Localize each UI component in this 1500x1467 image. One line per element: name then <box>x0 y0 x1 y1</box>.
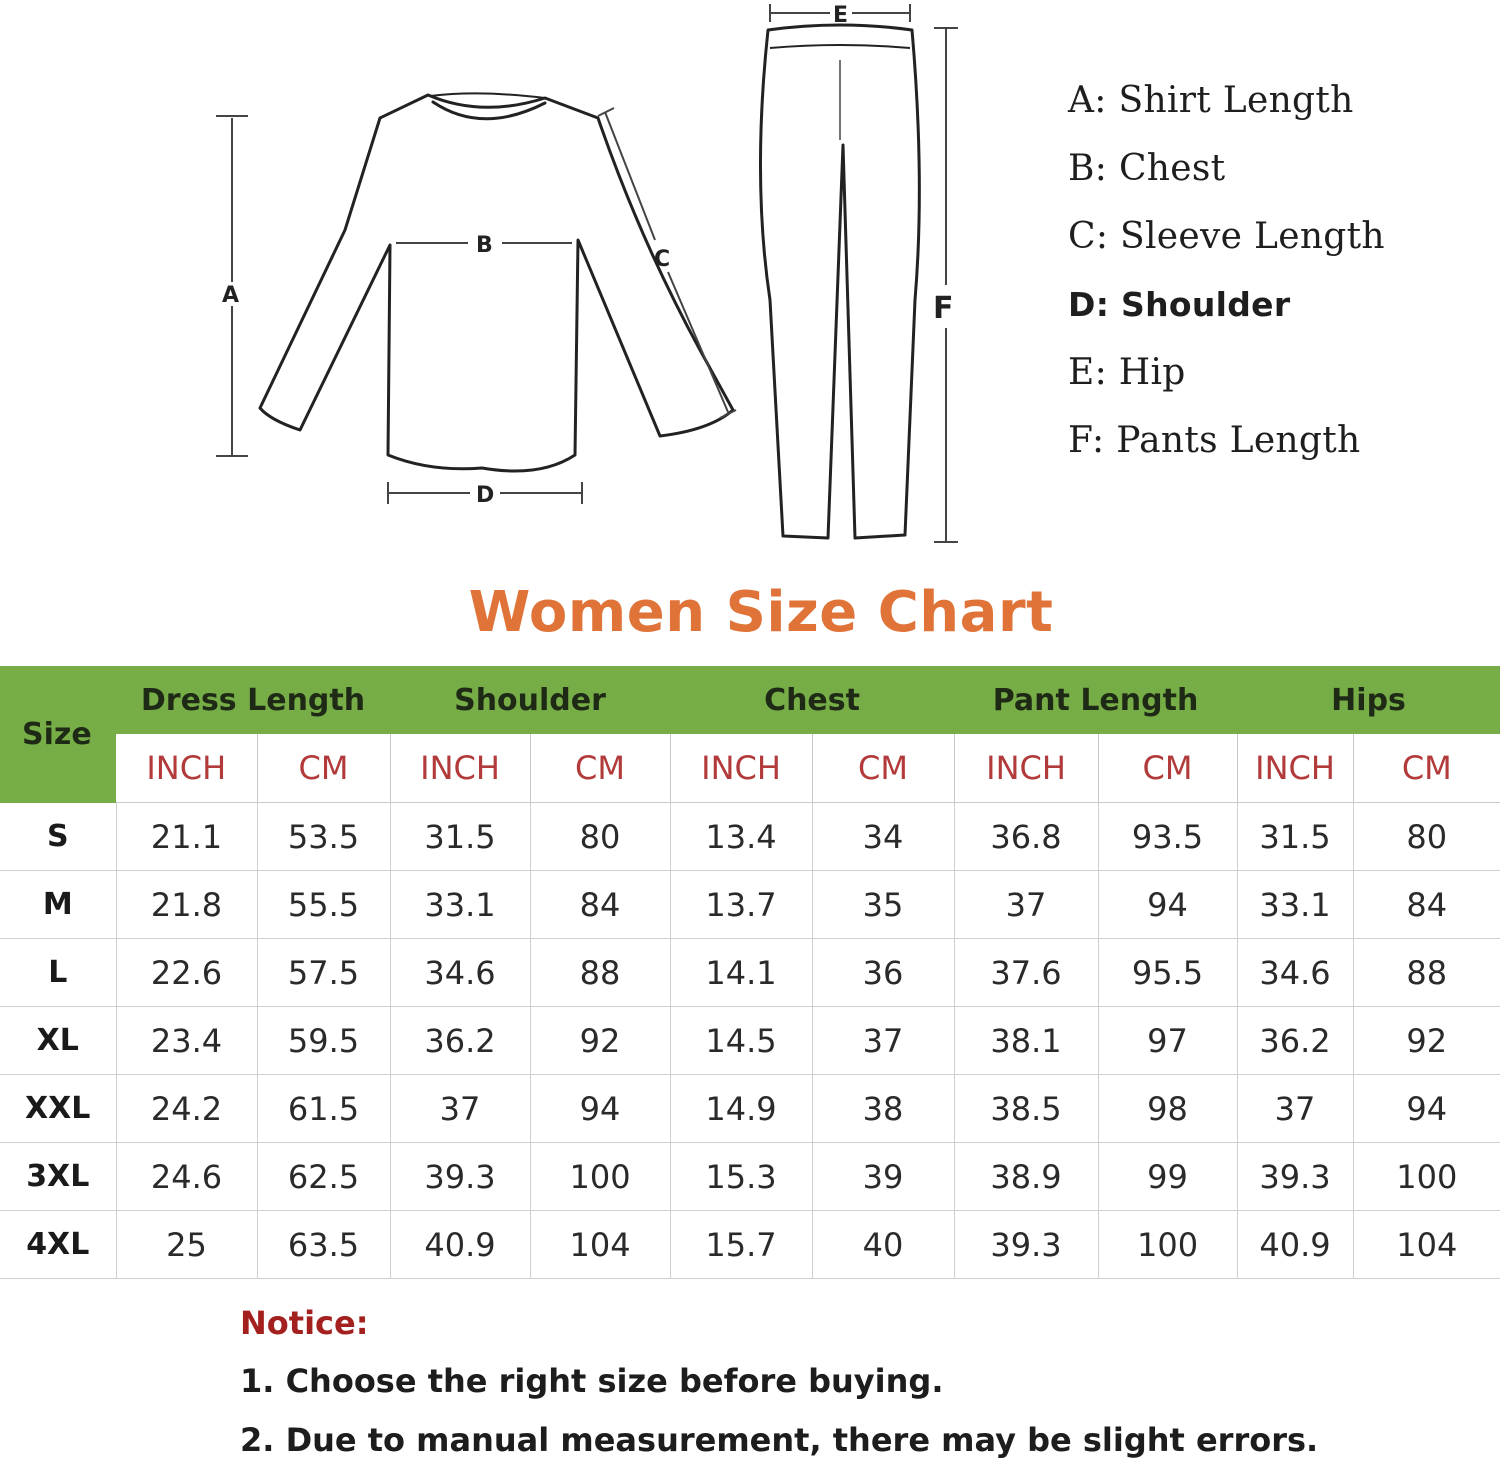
legend-item-sleeve-length: C: Sleeve Length <box>1068 216 1385 257</box>
value-cell: 38.5 <box>954 1075 1098 1143</box>
value-cell: 37.6 <box>954 939 1098 1007</box>
value-cell: 94 <box>1353 1075 1500 1143</box>
value-cell: 37 <box>812 1007 954 1075</box>
dim-letter-a: A <box>222 283 240 308</box>
unit-header: CM <box>812 734 954 803</box>
measurement-legend <box>1068 74 1488 482</box>
table-row <box>0 939 1500 1007</box>
value-cell: 37 <box>1237 1075 1353 1143</box>
size-table <box>0 666 1500 1279</box>
unit-header: CM <box>257 734 390 803</box>
value-cell: 80 <box>1353 803 1500 871</box>
value-cell: 59.5 <box>257 1007 390 1075</box>
value-cell: 55.5 <box>257 871 390 939</box>
table-body <box>0 803 1500 1279</box>
value-cell: 104 <box>530 1211 670 1279</box>
value-cell: 37 <box>954 871 1098 939</box>
value-cell: 84 <box>530 871 670 939</box>
value-cell: 84 <box>1353 871 1500 939</box>
value-cell: 13.4 <box>670 803 812 871</box>
value-cell: 33.1 <box>390 871 530 939</box>
legend-item-chest: B: Chest <box>1068 148 1226 189</box>
value-cell: 97 <box>1098 1007 1237 1075</box>
dim-letter-d: D <box>476 483 495 508</box>
value-cell: 39 <box>812 1143 954 1211</box>
size-cell: M <box>0 871 116 939</box>
value-cell: 80 <box>530 803 670 871</box>
value-cell: 94 <box>1098 871 1237 939</box>
value-cell: 25 <box>116 1211 257 1279</box>
unit-header: INCH <box>954 734 1098 803</box>
value-cell: 100 <box>1353 1143 1500 1211</box>
chart-title: Women Size Chart <box>468 580 1054 645</box>
value-cell: 34.6 <box>390 939 530 1007</box>
unit-header: INCH <box>670 734 812 803</box>
value-cell: 38 <box>812 1075 954 1143</box>
table-row <box>0 803 1500 871</box>
value-cell: 94 <box>530 1075 670 1143</box>
unit-header: CM <box>1098 734 1237 803</box>
value-cell: 93.5 <box>1098 803 1237 871</box>
dim-letter-f: F <box>933 291 954 326</box>
table-row <box>0 1211 1500 1279</box>
value-cell: 35 <box>812 871 954 939</box>
value-cell: 92 <box>530 1007 670 1075</box>
value-cell: 24.6 <box>116 1143 257 1211</box>
value-cell: 13.7 <box>670 871 812 939</box>
value-cell: 104 <box>1353 1211 1500 1279</box>
value-cell: 24.2 <box>116 1075 257 1143</box>
value-cell: 57.5 <box>257 939 390 1007</box>
value-cell: 22.6 <box>116 939 257 1007</box>
value-cell: 15.3 <box>670 1143 812 1211</box>
size-column-header: Size <box>0 666 116 803</box>
value-cell: 99 <box>1098 1143 1237 1211</box>
value-cell: 14.1 <box>670 939 812 1007</box>
value-cell: 39.3 <box>390 1143 530 1211</box>
notice-title: Notice: <box>240 1304 369 1342</box>
unit-header: INCH <box>116 734 257 803</box>
dim-letter-c: C <box>654 247 671 272</box>
value-cell: 15.7 <box>670 1211 812 1279</box>
value-cell: 88 <box>1353 939 1500 1007</box>
legend-item-hip: E: Hip <box>1068 352 1186 393</box>
size-cell: S <box>0 803 116 871</box>
value-cell: 31.5 <box>1237 803 1353 871</box>
value-cell: 61.5 <box>257 1075 390 1143</box>
value-cell: 39.3 <box>1237 1143 1353 1211</box>
value-cell: 100 <box>530 1143 670 1211</box>
value-cell: 36.2 <box>1237 1007 1353 1075</box>
group-header-chest: Chest <box>670 666 954 734</box>
value-cell: 36.8 <box>954 803 1098 871</box>
value-cell: 38.9 <box>954 1143 1098 1211</box>
value-cell: 95.5 <box>1098 939 1237 1007</box>
value-cell: 23.4 <box>116 1007 257 1075</box>
value-cell: 14.5 <box>670 1007 812 1075</box>
group-header-hips: Hips <box>1237 666 1500 734</box>
value-cell: 21.8 <box>116 871 257 939</box>
group-header-shoulder: Shoulder <box>390 666 670 734</box>
notice-line: 2. Due to manual measurement, there may be slight errors. <box>240 1421 1319 1459</box>
value-cell: 33.1 <box>1237 871 1353 939</box>
value-cell: 36 <box>812 939 954 1007</box>
legend-item-shirt-length: A: Shirt Length <box>1068 80 1354 121</box>
size-cell: XL <box>0 1007 116 1075</box>
value-cell: 92 <box>1353 1007 1500 1075</box>
legend-item-pants-length: F: Pants Length <box>1068 420 1361 461</box>
value-cell: 39.3 <box>954 1211 1098 1279</box>
value-cell: 100 <box>1098 1211 1237 1279</box>
value-cell: 63.5 <box>257 1211 390 1279</box>
group-header-dress-length: Dress Length <box>116 666 390 734</box>
value-cell: 40.9 <box>1237 1211 1353 1279</box>
unit-header: INCH <box>390 734 530 803</box>
table-row <box>0 1007 1500 1075</box>
value-cell: 34.6 <box>1237 939 1353 1007</box>
table-row <box>0 1143 1500 1211</box>
legend-item-shoulder: D: Shoulder <box>1068 285 1291 324</box>
value-cell: 40.9 <box>390 1211 530 1279</box>
unit-header: CM <box>530 734 670 803</box>
unit-header: INCH <box>1237 734 1353 803</box>
value-cell: 98 <box>1098 1075 1237 1143</box>
value-cell: 40 <box>812 1211 954 1279</box>
value-cell: 31.5 <box>390 803 530 871</box>
value-cell: 34 <box>812 803 954 871</box>
table-header-row <box>0 666 1500 734</box>
size-cell: 4XL <box>0 1211 116 1279</box>
dim-letter-b: B <box>476 233 493 258</box>
value-cell: 53.5 <box>257 803 390 871</box>
value-cell: 37 <box>390 1075 530 1143</box>
size-cell: 3XL <box>0 1143 116 1211</box>
table-row <box>0 871 1500 939</box>
notice-line: 1. Choose the right size before buying. <box>240 1362 944 1400</box>
size-cell: L <box>0 939 116 1007</box>
unit-header-row <box>0 734 1500 803</box>
dim-letter-e: E <box>833 3 849 28</box>
notice-section <box>240 1300 1480 1467</box>
size-cell: XXL <box>0 1075 116 1143</box>
shirt-outline <box>260 95 733 471</box>
value-cell: 14.9 <box>670 1075 812 1143</box>
shirt-collar <box>433 102 545 119</box>
table-row <box>0 1075 1500 1143</box>
value-cell: 36.2 <box>390 1007 530 1075</box>
group-header-pant-length: Pant Length <box>954 666 1237 734</box>
value-cell: 38.1 <box>954 1007 1098 1075</box>
value-cell: 88 <box>530 939 670 1007</box>
value-cell: 21.1 <box>116 803 257 871</box>
unit-header: CM <box>1353 734 1500 803</box>
value-cell: 62.5 <box>257 1143 390 1211</box>
